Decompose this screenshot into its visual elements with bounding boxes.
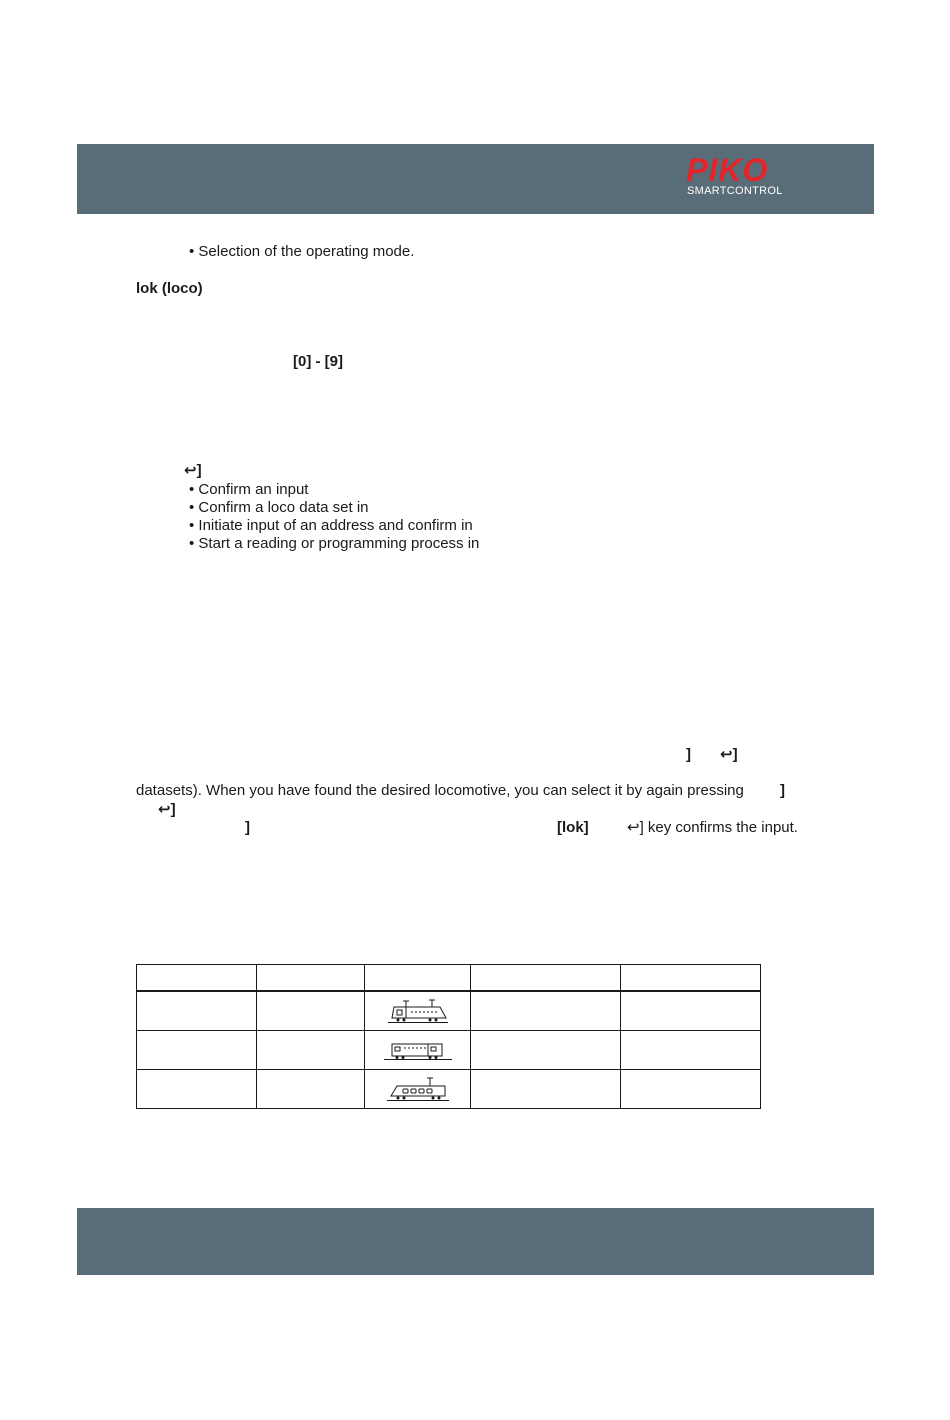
table-cell [137, 1070, 257, 1109]
digit-keys-label: [0] - [9] [293, 353, 343, 370]
table-header-row [137, 965, 761, 992]
table-cell [137, 991, 257, 1031]
table-cell [471, 1070, 621, 1109]
enter-bullet-4: • Start a reading or programming process in [189, 535, 480, 552]
loco-icon-table [136, 964, 761, 1109]
logo-subtitle: SMARTCONTROL [687, 185, 783, 197]
lok-key-label: [lok] [557, 819, 589, 836]
enter-fragment-2: ↩] [158, 801, 176, 818]
table-icon-cell [365, 1031, 471, 1070]
table-cell [471, 965, 621, 992]
table-cell [365, 965, 471, 992]
bullet-operating-mode: • Selection of the operating mode. [189, 243, 415, 260]
table-icon-cell [365, 1070, 471, 1109]
confirm-input-text: ↩] key confirms the input. [627, 819, 798, 836]
bracket-fragment-2: ] [780, 782, 785, 799]
table-icon-cell [365, 991, 471, 1031]
piko-logo [686, 152, 796, 200]
bracket-fragment: ] [686, 746, 691, 763]
enter-key-label: ↩] [184, 462, 202, 479]
electric-locomotive-icon [386, 997, 450, 1025]
table-cell [257, 991, 365, 1031]
header-band [77, 144, 874, 214]
table-cell [621, 965, 761, 992]
table-cell [257, 965, 365, 992]
table-cell [621, 1031, 761, 1070]
table-row [137, 1031, 761, 1070]
enter-bullet-2: • Confirm a loco data set in [189, 499, 369, 516]
table-cell [257, 1031, 365, 1070]
enter-bullet-3: • Initiate input of an address and confirm in [189, 517, 473, 534]
table-cell [621, 1070, 761, 1109]
railcar-train-icon [385, 1075, 451, 1103]
table-cell [471, 1031, 621, 1070]
table-cell [621, 991, 761, 1031]
logo-word: PIKO [686, 152, 769, 188]
enter-bullet-1: • Confirm an input [189, 481, 309, 498]
enter-fragment: ↩] [720, 746, 738, 763]
footer-band [77, 1208, 874, 1275]
lok-heading: lok (loco) [136, 280, 203, 297]
table-cell [137, 965, 257, 992]
diesel-locomotive-icon [382, 1038, 454, 1062]
bracket-fragment-3: ] [245, 819, 250, 836]
table-row [137, 991, 761, 1031]
table-cell [471, 991, 621, 1031]
table-cell [257, 1070, 365, 1109]
datasets-line: datasets). When you have found the desired locomotive, you can select it by again pressing [136, 782, 744, 799]
table-row [137, 1070, 761, 1109]
table-cell [137, 1031, 257, 1070]
